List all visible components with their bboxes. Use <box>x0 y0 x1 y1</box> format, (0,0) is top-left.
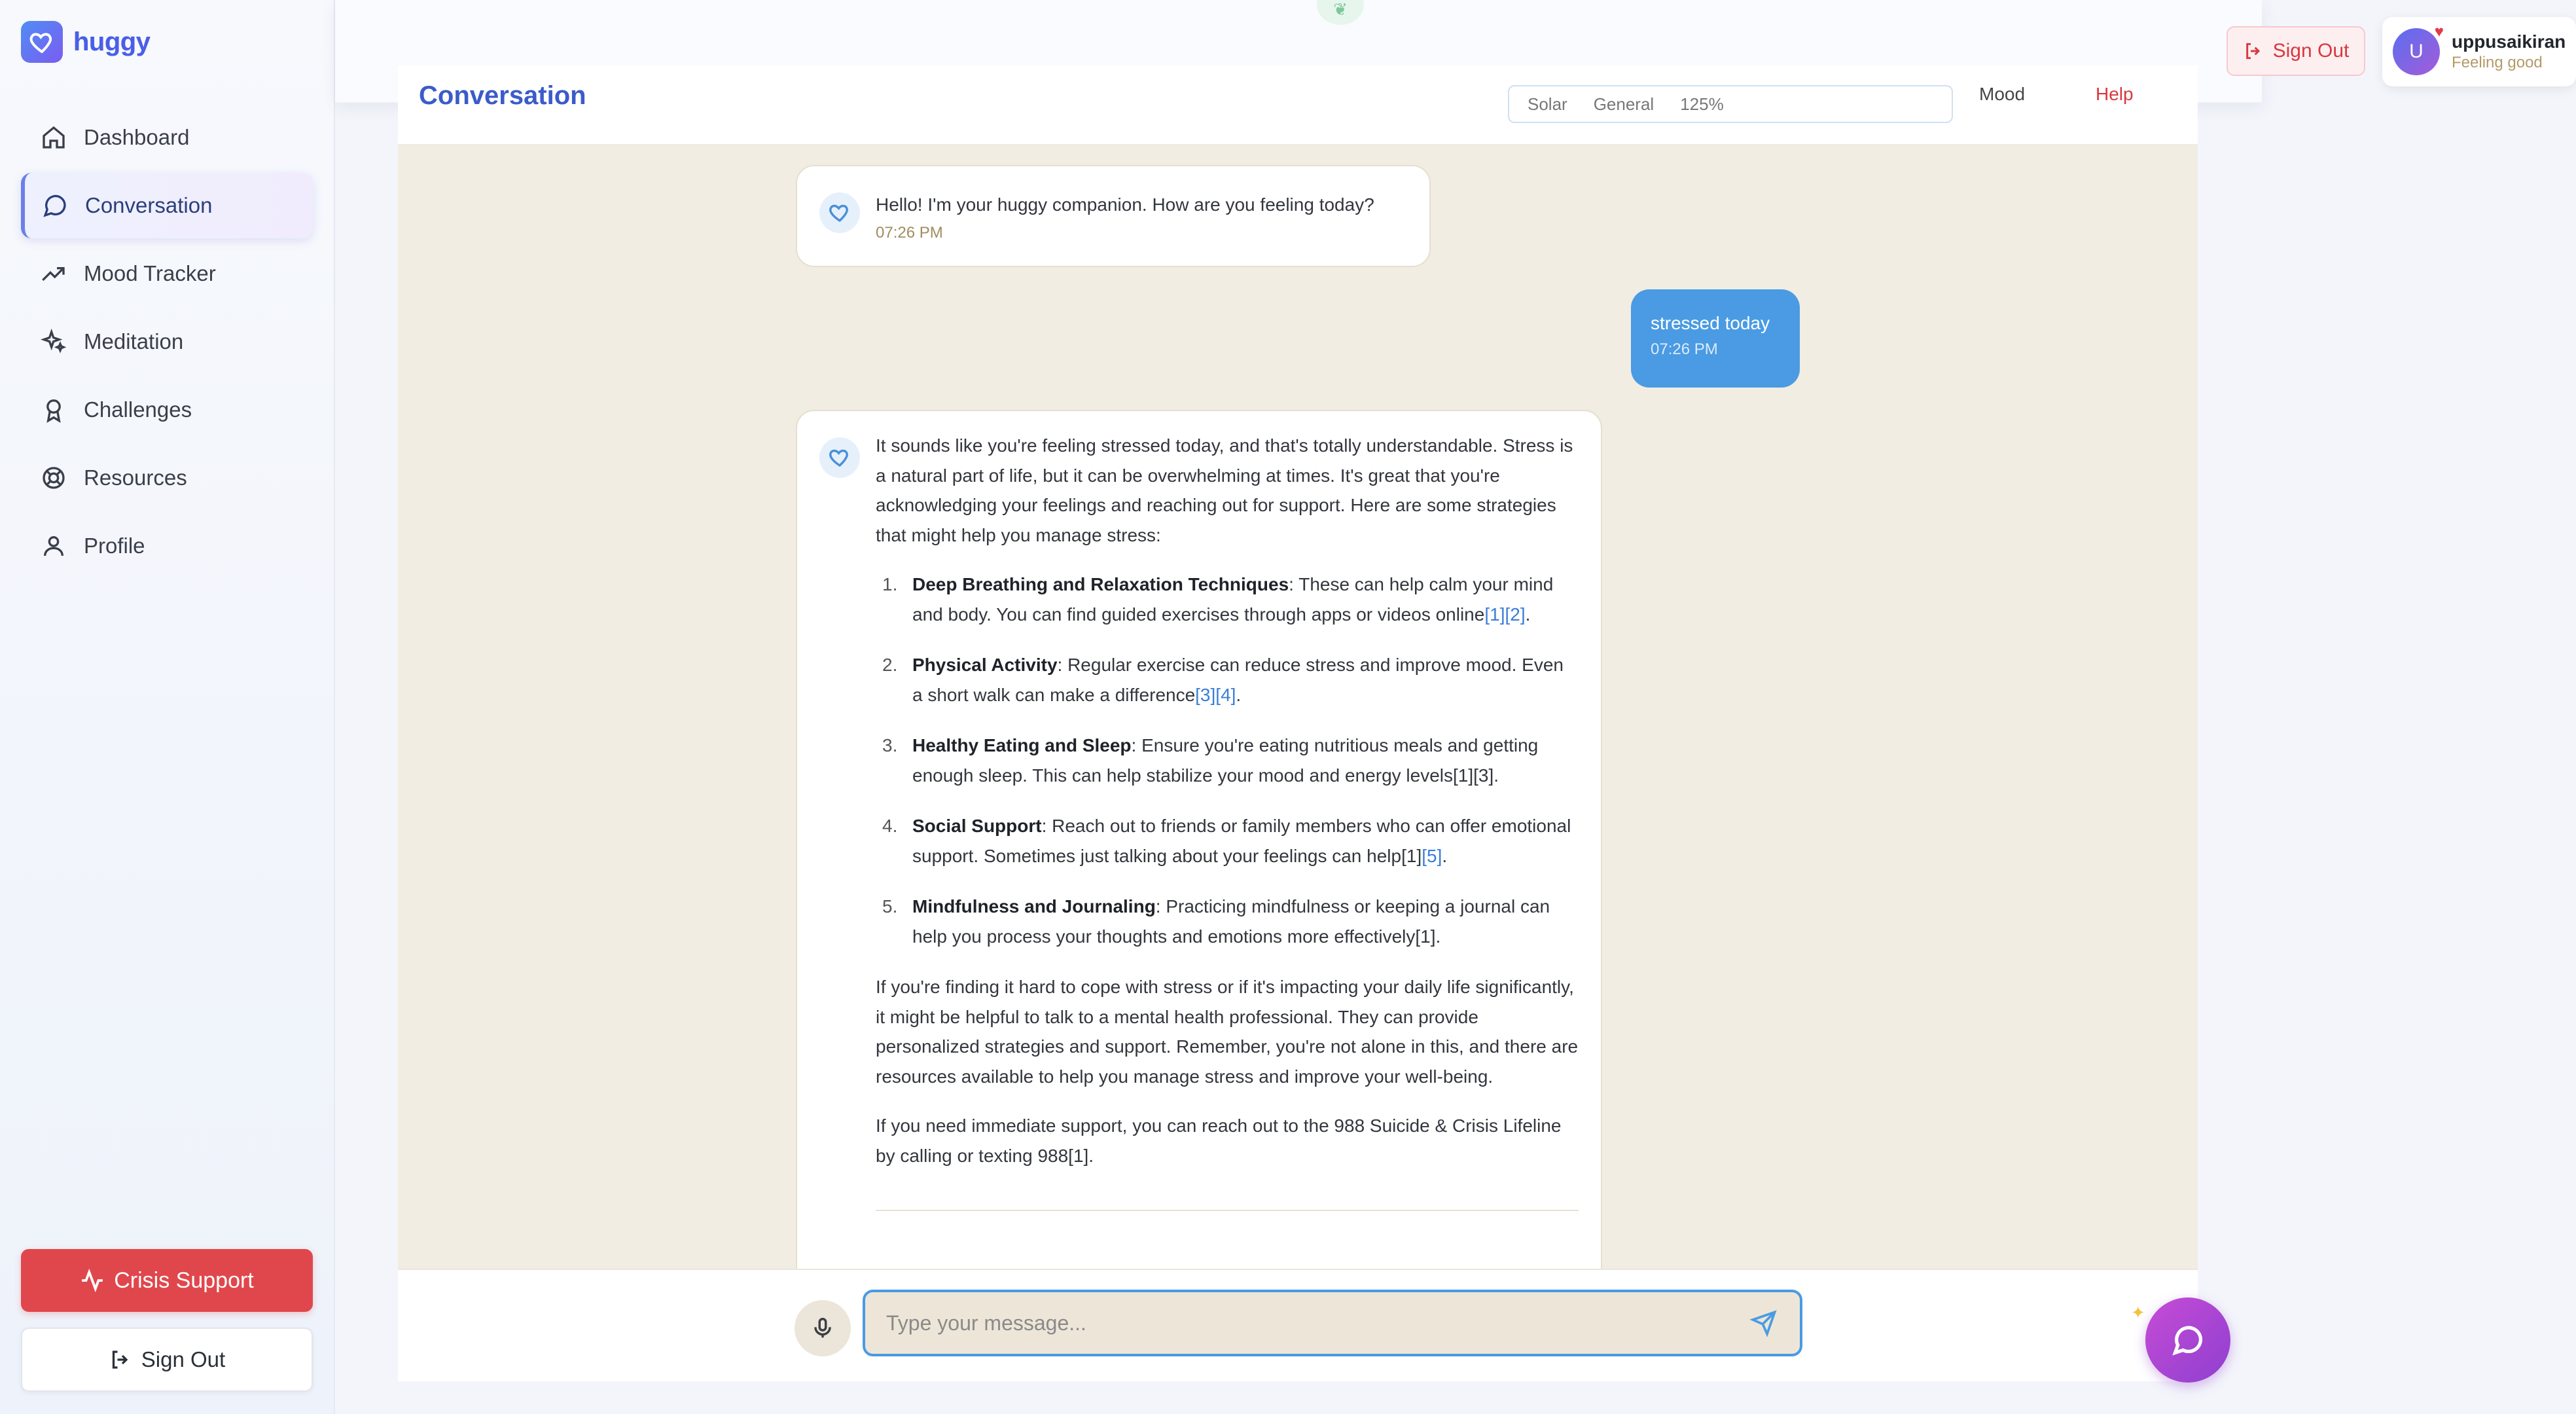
sidebar-item-label: Profile <box>84 534 145 558</box>
list-number: 4. <box>882 816 898 836</box>
list-number: 3. <box>882 735 898 755</box>
user-info <box>2452 31 2566 72</box>
user-profile-chip[interactable] <box>2382 17 2576 86</box>
list-item-body: : Regular exercise can reduce stress and improve mood. Even a short walk can make a difference <box>912 655 1564 705</box>
message-input[interactable] <box>863 1290 1802 1356</box>
list-item <box>876 811 1579 871</box>
list-item-body: : Reach out to friends or family members who can offer emotional support. Sometimes just talking about your feelings can help[1] <box>912 816 1571 866</box>
microphone-icon <box>810 1316 835 1341</box>
list-item-tail: . <box>1525 604 1531 625</box>
brand-name: huggy <box>73 27 151 56</box>
avatar <box>2393 23 2444 75</box>
send-button[interactable] <box>1744 1303 1784 1343</box>
sidebar-item-label: Resources <box>84 465 187 490</box>
sidebar-item-resources[interactable] <box>21 445 313 511</box>
user-name: uppusaikiran <box>2452 31 2566 52</box>
list-item-title: Healthy Eating and Sleep <box>912 735 1132 755</box>
list-item <box>876 892 1579 951</box>
sparkles-icon <box>41 329 67 355</box>
conversation-options[interactable] <box>1508 85 1953 123</box>
sidebar <box>0 0 335 1414</box>
list-item <box>876 570 1579 629</box>
message-paragraph: If you're finding it hard to cope with stress or if it's impacting your daily life significantly, it might be helpful to talk to a mental health professional. They can provide personalized strategies and support. Remember, you're not alone in this, and there are resources available to help you manage stress and improve your well-being. <box>876 977 1579 1087</box>
microphone-button[interactable] <box>795 1300 851 1356</box>
mood-button[interactable]: Mood <box>1979 84 2026 104</box>
message-composer <box>398 1269 2198 1381</box>
sparkle-icon: ✦ <box>2131 1303 2145 1322</box>
crisis-support-button[interactable] <box>21 1249 313 1312</box>
conversation-panel <box>398 65 2198 1381</box>
activity-icon <box>80 1268 105 1293</box>
sidebar-item-label: Meditation <box>84 329 184 354</box>
bot-message <box>796 165 1431 267</box>
list-item <box>876 650 1579 710</box>
list-item-title: Mindfulness and Journaling <box>912 896 1156 916</box>
sidebar-signout-label: Sign Out <box>141 1347 226 1371</box>
sidebar-item-label: Mood Tracker <box>84 261 216 285</box>
message-time: 07:26 PM <box>1651 340 1718 358</box>
header-signout-button[interactable] <box>2227 26 2365 76</box>
list-item-tail: . <box>1236 684 1242 705</box>
option-chip[interactable]: 125% <box>1680 94 1724 114</box>
sidebar-item-label: Dashboard <box>84 125 190 149</box>
divider <box>876 1210 1579 1211</box>
list-number: 2. <box>882 655 898 675</box>
award-icon <box>41 397 67 423</box>
option-chip[interactable]: General <box>1593 94 1655 114</box>
message-text: stressed today <box>1651 313 1770 333</box>
sidebar-signout-button[interactable] <box>21 1328 313 1392</box>
list-item-title: Deep Breathing and Relaxation Techniques <box>912 574 1289 594</box>
user-mood-status: Feeling good <box>2452 54 2543 71</box>
citation-link[interactable]: [1][2] <box>1484 604 1526 625</box>
sidebar-item-conversation[interactable] <box>21 173 313 238</box>
message-text: Hello! I'm your huggy companion. How are you feeling today? <box>876 194 1374 215</box>
citation-link[interactable]: [5] <box>1422 845 1442 866</box>
sidebar-item-challenges[interactable] <box>21 377 313 443</box>
sidebar-item-meditation[interactable] <box>21 309 313 374</box>
trending-up-icon <box>41 261 67 287</box>
chat-bubble-icon <box>42 192 68 219</box>
brand[interactable] <box>21 21 150 63</box>
sidebar-item-label: Challenges <box>84 397 192 422</box>
message-time: 07:26 PM <box>876 223 943 242</box>
list-item-tail: . <box>1442 845 1448 866</box>
heart-logo-icon <box>21 21 63 63</box>
sidebar-item-dashboard[interactable] <box>21 105 313 170</box>
citation-link[interactable]: [3][4] <box>1195 684 1236 705</box>
log-out-icon <box>2243 41 2264 62</box>
crisis-support-label: Crisis Support <box>114 1267 254 1293</box>
heart-icon <box>819 192 860 233</box>
conversation-header <box>398 65 2198 145</box>
sidebar-nav <box>21 105 313 581</box>
message-intro: It sounds like you're feeling stressed today, and that's totally understandable. Stress is a natural part of life, but it can be overwhelming at times. It's great that you're acknowledging your feelings and reaching out for support. Here are some strategies that might help you manage stress: <box>876 435 1573 545</box>
header-signout-label: Sign Out <box>2272 40 2350 62</box>
user-message <box>1631 289 1800 388</box>
list-item-title: Social Support <box>912 816 1042 836</box>
option-chip[interactable]: Solar <box>1528 94 1567 114</box>
log-out-icon <box>109 1348 132 1371</box>
leaf-icon: ❦ <box>1317 0 1364 25</box>
list-item-body: : Practicing mindfulness or keeping a journal can help you process your thoughts and emotions more effectively[1]. <box>912 896 1550 947</box>
list-number: 5. <box>882 896 898 916</box>
send-icon <box>1751 1310 1777 1336</box>
chat-thread[interactable] <box>398 145 2198 1269</box>
chat-bubble-icon <box>2171 1323 2205 1357</box>
sidebar-item-label: Conversation <box>85 193 213 217</box>
bot-message <box>796 410 1602 1326</box>
user-icon <box>41 533 67 559</box>
list-item-body: : Ensure you're eating nutritious meals and getting enough sleep. This can help stabilize your mood and energy levels[1][3]. <box>912 735 1539 786</box>
lifebuoy-icon <box>41 465 67 491</box>
strategy-list <box>876 570 1579 951</box>
list-item-body: : These can help calm your mind and body. You can find guided exercises through apps or videos online <box>912 574 1554 625</box>
help-button[interactable]: Help <box>2096 84 2134 104</box>
sidebar-item-mood-tracker[interactable] <box>21 241 313 306</box>
heart-icon <box>819 437 860 478</box>
list-item <box>876 731 1579 790</box>
home-icon <box>41 124 67 151</box>
page-title: Conversation <box>419 81 586 110</box>
heart-badge-icon: ♥ <box>2434 23 2444 41</box>
avatar-initial: U <box>2409 41 2424 62</box>
list-item-title: Physical Activity <box>912 655 1058 675</box>
message-paragraph: If you need immediate support, you can reach out to the 988 Suicide & Crisis Lifeline by calling or texting 988[1]. <box>876 1115 1562 1166</box>
chat-fab-button[interactable] <box>2145 1297 2230 1383</box>
list-number: 1. <box>882 574 898 594</box>
sidebar-item-profile[interactable] <box>21 513 313 579</box>
